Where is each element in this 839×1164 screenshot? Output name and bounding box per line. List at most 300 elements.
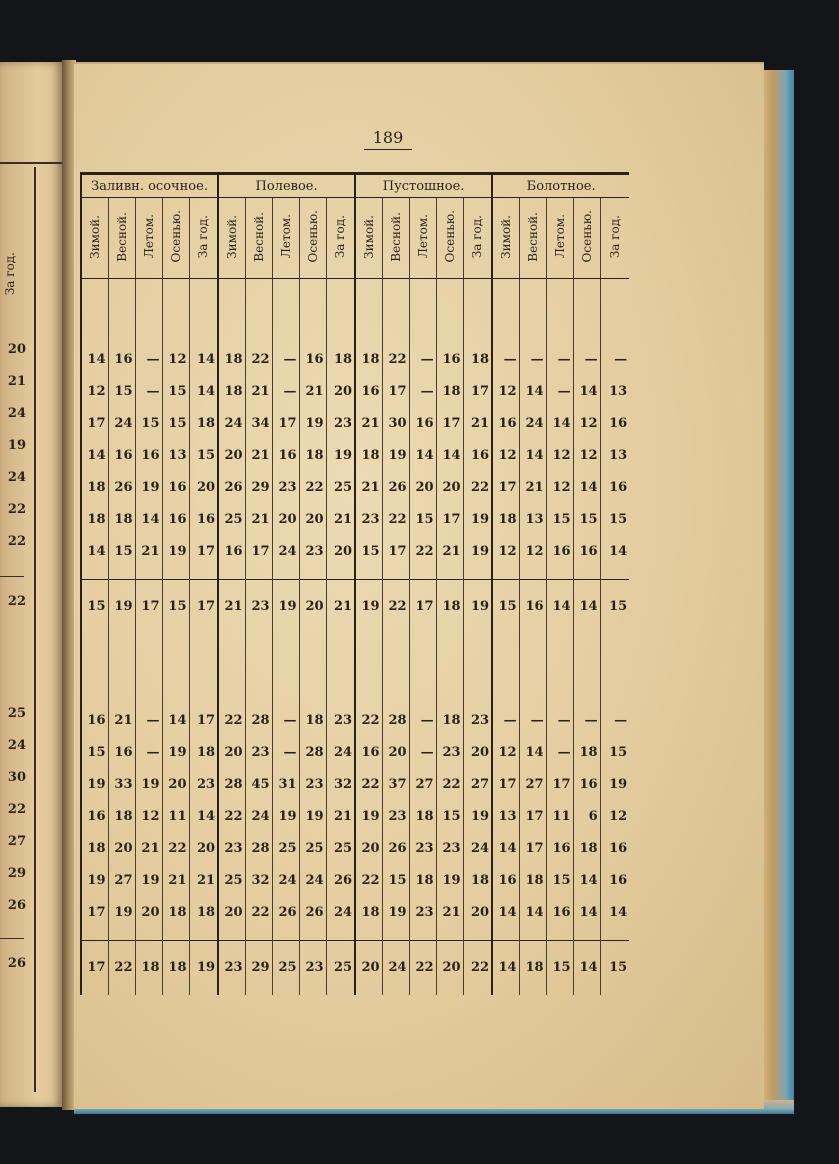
table-cell: 16 [272, 439, 299, 471]
table-cell: 17 [519, 832, 546, 864]
table-row [81, 832, 629, 864]
left-separator [0, 576, 24, 577]
table-cell: 18 [162, 945, 189, 989]
table-row [81, 503, 629, 535]
table-cell: 18 [463, 864, 492, 896]
table-cell: 18 [436, 375, 463, 407]
table-cell: 29 [245, 471, 272, 503]
season-header-label: За год. [196, 214, 211, 259]
group-header-row [81, 174, 629, 198]
table-cell: 19 [355, 584, 382, 628]
season-header [162, 198, 189, 279]
left-value: 29 [7, 866, 26, 881]
table-cell: 18 [299, 439, 326, 471]
table-cell: — [135, 375, 162, 407]
table-cell: 25 [326, 832, 355, 864]
table-cell: 20 [382, 736, 409, 768]
table-cell: 25 [326, 945, 355, 989]
table-cell: 19 [326, 439, 355, 471]
table-cell: 18 [436, 584, 463, 628]
table-cell: — [409, 704, 436, 736]
table-cell: 18 [519, 945, 546, 989]
table-cell: — [492, 343, 519, 375]
table-cell: 14 [81, 535, 108, 567]
season-header [326, 198, 355, 279]
table-cell: 18 [218, 343, 245, 375]
table-cell: 19 [299, 407, 326, 439]
table-row [81, 704, 629, 736]
table-cell: 24 [108, 407, 135, 439]
spacer-row [81, 692, 629, 704]
table-cell: 14 [135, 503, 162, 535]
table-cell: 20 [108, 832, 135, 864]
season-header-label: Весной. [525, 211, 540, 262]
table-cell: 27 [463, 768, 492, 800]
table-cell: — [135, 736, 162, 768]
table-cell: 28 [245, 832, 272, 864]
season-header [519, 198, 546, 279]
table-cell: 22 [355, 864, 382, 896]
left-value: 26 [7, 898, 26, 913]
season-header [409, 198, 436, 279]
table-cell: 22 [108, 945, 135, 989]
season-header [245, 198, 272, 279]
table-cell: 23 [299, 945, 326, 989]
table-cell: 19 [382, 439, 409, 471]
table-cell: 18 [81, 503, 108, 535]
table-cell: 24 [463, 832, 492, 864]
table-cell: 15 [355, 535, 382, 567]
table-cell: 20 [218, 896, 245, 928]
table-cell: 20 [135, 896, 162, 928]
season-header [218, 198, 245, 279]
table-cell: 17 [272, 407, 299, 439]
season-header-label: Осенью. [579, 210, 594, 263]
table-cell: 12 [492, 535, 519, 567]
table-cell: 37 [382, 768, 409, 800]
table-cell: 14 [600, 896, 629, 928]
season-header-label: За год. [470, 214, 485, 259]
table-cell: 16 [492, 864, 519, 896]
table-cell: 21 [245, 375, 272, 407]
table-cell: 28 [382, 704, 409, 736]
table-cell: 32 [245, 864, 272, 896]
season-header-label: Осенью. [305, 210, 320, 263]
table-cell: 23 [299, 768, 326, 800]
table-cell: 15 [189, 439, 218, 471]
table-cell: 14 [573, 864, 600, 896]
left-value: 22 [7, 802, 26, 817]
season-header [189, 198, 218, 279]
table-cell: 24 [326, 736, 355, 768]
season-header-label: Осенью. [168, 210, 183, 263]
table-row [81, 736, 629, 768]
summary-row [81, 945, 629, 989]
table-cell: 24 [272, 864, 299, 896]
table-cell: 20 [162, 768, 189, 800]
table-cell: 18 [135, 945, 162, 989]
table-cell: 23 [436, 832, 463, 864]
table-cell: 12 [162, 343, 189, 375]
table-cell: — [519, 704, 546, 736]
table-cell: 23 [409, 832, 436, 864]
table-cell: 21 [162, 864, 189, 896]
table-cell: 21 [326, 503, 355, 535]
table-cell: 13 [162, 439, 189, 471]
table-cell: 21 [355, 407, 382, 439]
table-cell: 25 [218, 864, 245, 896]
table-cell: 15 [573, 503, 600, 535]
table-cell: 19 [299, 800, 326, 832]
group-header: Пустошное. [355, 174, 492, 198]
table-cell: 11 [546, 800, 573, 832]
table-cell: 20 [355, 945, 382, 989]
table-cell: 19 [189, 945, 218, 989]
table-cell: 12 [492, 439, 519, 471]
table-cell: 17 [519, 800, 546, 832]
table-row [81, 375, 629, 407]
table-cell: 16 [573, 768, 600, 800]
table-cell: 12 [81, 375, 108, 407]
table-cell: 23 [326, 704, 355, 736]
table-cell: 23 [436, 736, 463, 768]
table-cell: 14 [81, 439, 108, 471]
table-cell: 24 [326, 896, 355, 928]
table-cell: 17 [189, 535, 218, 567]
table-cell: — [573, 704, 600, 736]
table-cell: 15 [492, 584, 519, 628]
table-cell: — [519, 343, 546, 375]
table-cell: 15 [600, 945, 629, 989]
table-cell: 34 [245, 407, 272, 439]
table-cell: 26 [382, 832, 409, 864]
table-cell: — [546, 375, 573, 407]
table-cell: — [492, 704, 519, 736]
left-value: 22 [7, 502, 26, 517]
table-cell: 15 [162, 584, 189, 628]
table-cell: 14 [573, 375, 600, 407]
table-cell: 21 [519, 471, 546, 503]
table-cell: 12 [492, 736, 519, 768]
table-cell: 16 [108, 736, 135, 768]
table-cell: 20 [326, 535, 355, 567]
table-cell: 18 [492, 503, 519, 535]
table-cell: 26 [299, 896, 326, 928]
table-cell: 19 [108, 896, 135, 928]
table-cell: 21 [218, 584, 245, 628]
table-cell: 16 [218, 535, 245, 567]
table-cell: — [272, 704, 299, 736]
season-header [299, 198, 326, 279]
table-cell: 16 [162, 503, 189, 535]
season-header [355, 198, 382, 279]
table-cell: 28 [218, 768, 245, 800]
season-header-label: Весной. [114, 211, 129, 262]
table-cell: 20 [189, 832, 218, 864]
season-header-label: Летом. [552, 214, 567, 259]
page-number: 189 [364, 128, 412, 150]
table-cell: 20 [189, 471, 218, 503]
table-cell: 17 [463, 375, 492, 407]
table-cell: — [272, 736, 299, 768]
left-value: 30 [7, 770, 26, 785]
left-sum: 22 [7, 594, 26, 609]
table-cell: 21 [245, 439, 272, 471]
table-cell: 18 [108, 800, 135, 832]
table-cell: 26 [326, 864, 355, 896]
table-cell: — [546, 343, 573, 375]
table-cell: 19 [436, 864, 463, 896]
left-column-header: За год. [3, 252, 17, 296]
table-cell: 18 [108, 503, 135, 535]
table-cell: 17 [492, 768, 519, 800]
table-cell: 15 [135, 407, 162, 439]
table-cell: 12 [573, 407, 600, 439]
table-cell: 17 [436, 503, 463, 535]
table-cell: 20 [326, 375, 355, 407]
table-row [81, 535, 629, 567]
table-cell: 14 [519, 375, 546, 407]
table-cell: 11 [162, 800, 189, 832]
left-value: 20 [7, 342, 26, 357]
season-header [492, 198, 519, 279]
table-cell: — [546, 704, 573, 736]
table-cell: 18 [436, 704, 463, 736]
left-value: 24 [7, 470, 26, 485]
season-header [600, 198, 629, 279]
table-cell: 16 [81, 800, 108, 832]
table-row [81, 864, 629, 896]
left-separator [0, 938, 24, 939]
season-header [108, 198, 135, 279]
table-cell: 16 [436, 343, 463, 375]
table-cell: 14 [519, 736, 546, 768]
left-column-rule [34, 167, 36, 1092]
table-cell: 13 [600, 439, 629, 471]
table-cell: 21 [463, 407, 492, 439]
table-cell: 14 [600, 535, 629, 567]
table-body [81, 279, 629, 996]
table-cell: — [600, 343, 629, 375]
table-cell: 21 [355, 471, 382, 503]
table-cell: 26 [218, 471, 245, 503]
table-cell: 13 [519, 503, 546, 535]
table-cell: 23 [189, 768, 218, 800]
table-cell: 14 [189, 375, 218, 407]
table-cell: 18 [189, 736, 218, 768]
season-header-label: За год. [607, 214, 622, 259]
page-edge [760, 70, 794, 1110]
table-cell: 22 [463, 471, 492, 503]
table-cell: 15 [108, 535, 135, 567]
table-cell: 6 [573, 800, 600, 832]
table-cell: 23 [245, 584, 272, 628]
table-cell: 12 [135, 800, 162, 832]
table-cell: 14 [189, 800, 218, 832]
table-cell: 20 [218, 439, 245, 471]
table-cell: 18 [519, 864, 546, 896]
table-cell: 23 [245, 736, 272, 768]
spacer-row [81, 628, 629, 692]
table-cell: 14 [519, 439, 546, 471]
table-cell: 16 [463, 439, 492, 471]
table-cell: 21 [299, 375, 326, 407]
table-cell: 16 [162, 471, 189, 503]
table-cell: 16 [573, 535, 600, 567]
table-cell: 27 [409, 768, 436, 800]
table-cell: 15 [546, 864, 573, 896]
left-value: 22 [7, 534, 26, 549]
table-cell: 19 [135, 864, 162, 896]
season-header-label: Зимой. [224, 214, 239, 259]
table-cell: 28 [245, 704, 272, 736]
table-cell: 18 [355, 439, 382, 471]
table-cell: 20 [355, 832, 382, 864]
table-cell: 21 [135, 535, 162, 567]
table-cell: 24 [245, 800, 272, 832]
table-cell: 14 [573, 945, 600, 989]
season-header [272, 198, 299, 279]
table-cell: 22 [409, 535, 436, 567]
table-cell: 18 [81, 832, 108, 864]
table-cell: 16 [81, 704, 108, 736]
table-cell: 17 [492, 471, 519, 503]
table-cell: 27 [108, 864, 135, 896]
table-cell: — [409, 736, 436, 768]
table-row [81, 896, 629, 928]
table-cell: 25 [272, 945, 299, 989]
table-cell: 19 [162, 535, 189, 567]
table-cell: 16 [600, 832, 629, 864]
table-row [81, 343, 629, 375]
table-cell: 25 [218, 503, 245, 535]
table-cell: 18 [189, 407, 218, 439]
table-cell: 19 [463, 535, 492, 567]
table-cell: 26 [272, 896, 299, 928]
table-cell: 22 [382, 343, 409, 375]
table-cell: 30 [382, 407, 409, 439]
table-cell: 17 [81, 945, 108, 989]
left-value: 24 [7, 406, 26, 421]
table-cell: 16 [546, 896, 573, 928]
group-header: Болотное. [492, 174, 629, 198]
table-cell: 20 [436, 945, 463, 989]
table-cell: 18 [326, 343, 355, 375]
table-cell: 16 [519, 584, 546, 628]
table-cell: 15 [600, 584, 629, 628]
table-row [81, 800, 629, 832]
table-cell: 18 [218, 375, 245, 407]
table-cell: 18 [463, 343, 492, 375]
table-cell: 16 [189, 503, 218, 535]
table-cell: 16 [355, 736, 382, 768]
table-cell: 16 [299, 343, 326, 375]
table-cell: 22 [162, 832, 189, 864]
table-cell: 17 [436, 407, 463, 439]
table-cell: 18 [409, 864, 436, 896]
table-cell: 24 [519, 407, 546, 439]
table-cell: 16 [492, 407, 519, 439]
season-header-label: Зимой. [361, 214, 376, 259]
table-cell: 22 [355, 704, 382, 736]
table-cell: 16 [600, 864, 629, 896]
season-header [573, 198, 600, 279]
table-row [81, 439, 629, 471]
table-cell: 20 [272, 503, 299, 535]
table-cell: 21 [108, 704, 135, 736]
table-cell: 17 [382, 375, 409, 407]
table-cell: 14 [436, 439, 463, 471]
table-cell: 29 [245, 945, 272, 989]
table-cell: 14 [81, 343, 108, 375]
table-cell: 31 [272, 768, 299, 800]
table-cell: 21 [436, 535, 463, 567]
table-cell: 21 [326, 584, 355, 628]
table-cell: 22 [218, 800, 245, 832]
season-header-label: Осенью. [442, 210, 457, 263]
table-cell: 16 [355, 375, 382, 407]
group-header: Полевое. [218, 174, 355, 198]
table-cell: 17 [81, 407, 108, 439]
table-cell: 14 [546, 407, 573, 439]
left-value: 27 [7, 834, 26, 849]
table-cell: — [135, 704, 162, 736]
table-cell: 19 [463, 584, 492, 628]
table-cell: 19 [162, 736, 189, 768]
table-cell: 19 [600, 768, 629, 800]
table-cell: 14 [573, 896, 600, 928]
table-cell: 13 [600, 375, 629, 407]
table-cell: 25 [299, 832, 326, 864]
table-cell: 15 [600, 503, 629, 535]
table-cell: 17 [409, 584, 436, 628]
table-cell: 21 [326, 800, 355, 832]
season-header [463, 198, 492, 279]
table-cell: 18 [355, 896, 382, 928]
summary-row [81, 584, 629, 628]
table-cell: 15 [162, 375, 189, 407]
table-row [81, 471, 629, 503]
table-cell: 22 [218, 704, 245, 736]
table-cell: 25 [326, 471, 355, 503]
table-cell: 20 [463, 736, 492, 768]
table-cell: 22 [409, 945, 436, 989]
table-cell: 23 [382, 800, 409, 832]
table-cell: 33 [108, 768, 135, 800]
table-cell: 14 [546, 584, 573, 628]
season-header-label: За год. [333, 214, 348, 259]
table-cell: 14 [492, 945, 519, 989]
table-cell: 20 [299, 584, 326, 628]
table-cell: 20 [218, 736, 245, 768]
season-header [436, 198, 463, 279]
season-header [81, 198, 108, 279]
table-cell: 16 [135, 439, 162, 471]
table-cell: 19 [81, 768, 108, 800]
table-cell: 18 [299, 704, 326, 736]
table-cell: 24 [272, 535, 299, 567]
table-cell: 18 [162, 896, 189, 928]
table-cell: 19 [355, 800, 382, 832]
season-header-label: Летом. [415, 214, 430, 259]
table-cell: 19 [382, 896, 409, 928]
table-cell: 17 [189, 584, 218, 628]
table-cell: 12 [546, 471, 573, 503]
table-cell: — [409, 375, 436, 407]
table-cell: 19 [463, 503, 492, 535]
table-cell: 22 [382, 584, 409, 628]
table-cell: 15 [546, 945, 573, 989]
